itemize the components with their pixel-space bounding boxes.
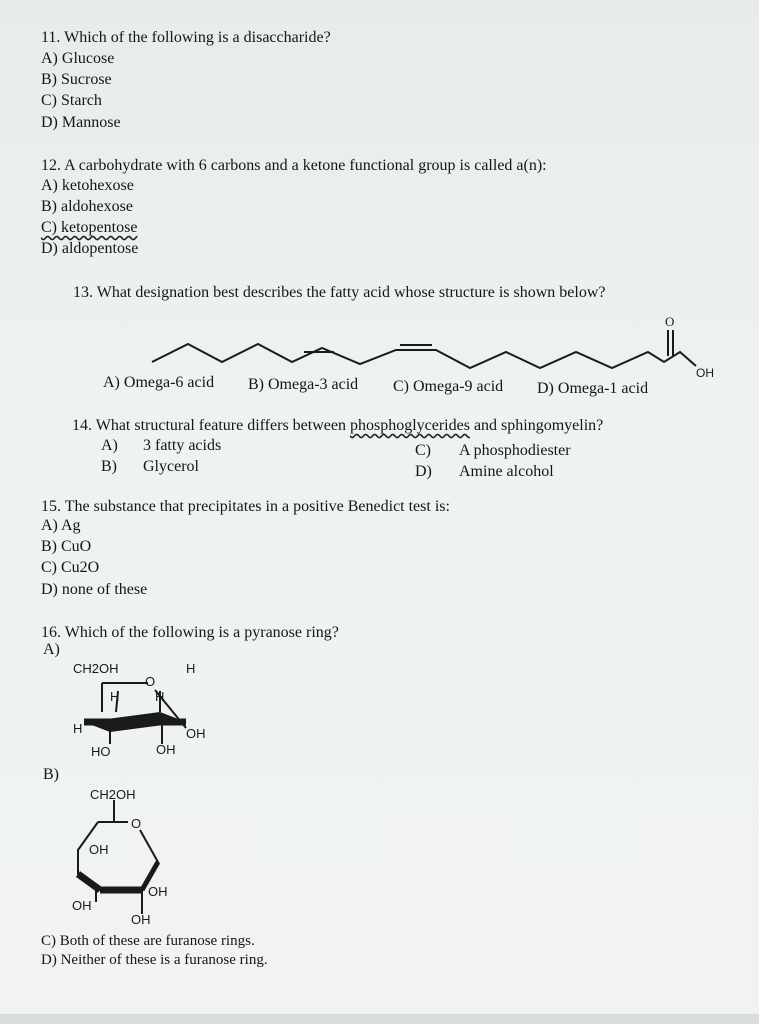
chair-oh-inner: OH — [89, 842, 109, 857]
chair-oh-left: OH — [72, 898, 92, 913]
q13-stem: 13. What designation best describes the fatty acid whose structure is shown below? — [73, 284, 606, 301]
haworth-h-left: H — [110, 689, 120, 704]
q16-option-d: D) Neither of these is a furanose ring. — [41, 952, 268, 968]
haworth-ch2oh: CH2OH — [73, 661, 119, 676]
q13-option-c: C) Omega-9 acid — [393, 378, 504, 395]
q11-option-c: C) Starch — [41, 92, 102, 109]
q11-option-d: D) Mannose — [41, 114, 121, 131]
chair-ring-o: O — [131, 816, 142, 831]
chair-oh-bottom: OH — [131, 912, 151, 927]
q14-option-a-letter: A) — [101, 437, 118, 454]
page-bottom-edge — [0, 1014, 759, 1024]
q16-option-a: A) — [43, 641, 60, 658]
q13-option-b: B) Omega-3 acid — [248, 376, 359, 393]
fatty-acid-carbonyl-o: O — [665, 314, 675, 329]
q13-option-d: D) Omega-1 acid — [537, 380, 649, 397]
q12-option-a: A) ketohexose — [41, 177, 134, 194]
q16-stem: 16. Which of the following is a pyranose ring? — [41, 624, 339, 641]
haworth-oh-right: OH — [186, 726, 206, 741]
haworth-h-right: H — [155, 689, 165, 704]
q14-option-d-letter: D) — [415, 463, 432, 480]
q12-option-b: B) aldohexose — [41, 198, 133, 215]
q14-option-b-text: Glycerol — [143, 458, 199, 475]
q14-option-b-letter: B) — [101, 458, 117, 475]
q15-stem: 15. The substance that precipitates in a positive Benedict test is: — [41, 498, 450, 515]
q14-option-a-text: 3 fatty acids — [143, 437, 222, 454]
haworth-ho: HO — [91, 744, 111, 759]
q14-option-c-letter: C) — [415, 442, 431, 459]
fatty-acid-hydroxyl: OH — [696, 366, 714, 380]
q15-option-c: C) Cu2O — [41, 559, 100, 576]
fatty-acid-structure — [152, 330, 696, 368]
haworth-structure — [84, 683, 186, 744]
q14-option-c-text: A phosphodiester — [459, 442, 571, 459]
q12-stem: 12. A carbohydrate with 6 carbons and a ketone functional group is called a(n): — [41, 157, 547, 174]
q14-underlined-term: phosphoglycerides — [349, 417, 470, 434]
chair-ch2oh: CH2OH — [90, 787, 136, 802]
haworth-ring-o: O — [145, 674, 156, 689]
q12-option-c: C) ketopentose — [41, 219, 138, 236]
q14-stem: 14. What structural feature differs between phosphoglycerides and sphingomyelin? — [72, 417, 604, 434]
q13-option-a: A) Omega-6 acid — [103, 374, 215, 391]
haworth-h-top: H — [186, 661, 196, 676]
chair-oh-right: OH — [148, 884, 168, 899]
q15-option-b: B) CuO — [41, 538, 92, 555]
chair-structure — [78, 800, 158, 914]
q11-option-b: B) Sucrose — [41, 71, 112, 88]
q15-option-d: D) none of these — [41, 581, 148, 598]
q16-option-c: C) Both of these are furanose rings. — [41, 933, 255, 949]
q11-stem: 11. Which of the following is a disaccharide? — [41, 29, 331, 46]
haworth-oh-bottom: OH — [156, 742, 176, 757]
q11-option-a: A) Glucose — [41, 50, 115, 67]
haworth-h-lower: H — [73, 721, 83, 736]
q12-option-d: D) aldopentose — [41, 240, 139, 257]
q16-option-b: B) — [43, 766, 59, 783]
q15-option-a: A) Ag — [41, 517, 81, 534]
q14-option-d-text: Amine alcohol — [459, 463, 554, 480]
